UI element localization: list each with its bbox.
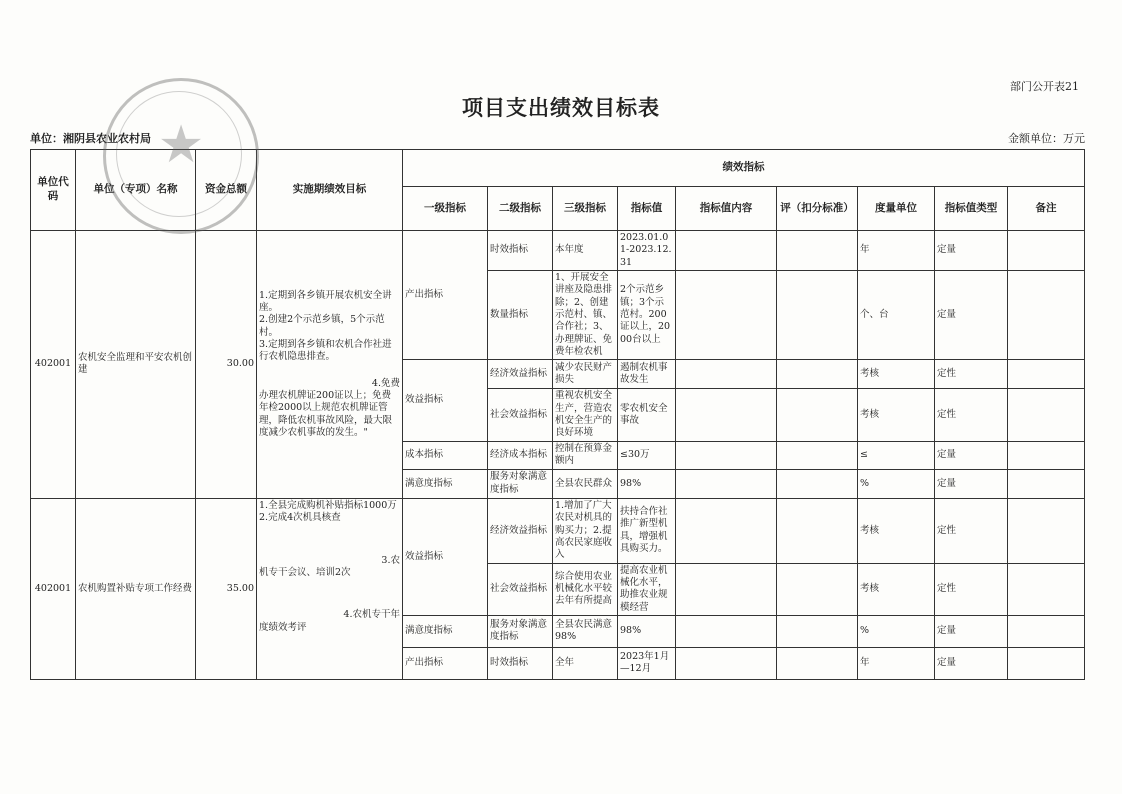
col-target-content: 指标值内容 [676,187,777,231]
page-title: 项目支出绩效目标表 [462,95,660,120]
scoring-cell [777,615,858,647]
value-type-cell: 定量 [935,647,1008,679]
measure-unit-cell: 年 [858,231,935,271]
col-remark: 备注 [1008,187,1085,231]
col-target-value: 指标值 [618,187,676,231]
target-content-cell [676,360,777,389]
target-content-cell [676,231,777,271]
remark-cell [1008,615,1085,647]
measure-unit-cell: 年 [858,647,935,679]
level2-cell: 时效指标 [488,647,553,679]
level3-cell: 全年 [553,647,618,679]
form-number: 部门公开表21 [1010,80,1079,93]
level2-cell: 服务对象满意度指标 [488,469,553,498]
official-seal [103,78,259,234]
target-content-cell [676,389,777,441]
measure-unit-cell: ≤ [858,441,935,469]
measure-unit-cell: 考核 [858,498,935,563]
target-value-cell: 2023.01.01-2023.12.31 [618,231,676,271]
remark-cell [1008,271,1085,360]
level2-cell: 服务对象满意度指标 [488,615,553,647]
target-value-cell: 扶持合作社推广新型机具，增强机具购买力。 [618,498,676,563]
target-value-cell: 98% [618,615,676,647]
measure-unit-cell: 考核 [858,360,935,389]
measure-unit-cell: 考核 [858,389,935,441]
unit-label: 单位：湘阴县农业农村局 [30,132,151,145]
project-name: 农机安全监理和平安农机创建 [76,231,196,499]
level3-cell: 综合使用农业机械化水平较去年有所提高 [553,563,618,615]
table-row [31,498,1085,563]
measure-unit-cell: 个、台 [858,271,935,360]
level3-cell: 1、开展安全讲座及隐患排除；2、创建示范村、镇、合作社；3、办理牌证、免费年检农机 [553,271,618,360]
col-goal: 实施期绩效目标 [257,150,403,231]
value-type-cell: 定量 [935,441,1008,469]
target-value-cell: 遏制农机事故发生 [618,360,676,389]
target-value-cell: 98% [618,469,676,498]
scoring-cell [777,563,858,615]
target-content-cell [676,469,777,498]
level3-cell: 1.增加了广大农民对机具的购买力；2.提高农民家庭收入 [553,498,618,563]
col-measure-unit: 度量单位 [858,187,935,231]
value-type-cell: 定性 [935,360,1008,389]
target-value-cell: 2023年1月—12月 [618,647,676,679]
scoring-cell [777,498,858,563]
level2-cell: 经济效益指标 [488,360,553,389]
level3-cell: 本年度 [553,231,618,271]
remark-cell [1008,441,1085,469]
table-row [31,231,1085,271]
col-code: 单位代码 [31,150,76,231]
scoring-cell [777,271,858,360]
level3-cell: 控制在预算金额内 [553,441,618,469]
value-type-cell: 定量 [935,231,1008,271]
col-funds-total: 资金总额 [196,150,257,231]
value-type-cell: 定性 [935,563,1008,615]
project-name: 农机购置补贴专项工作经费 [76,498,196,679]
project-goal: 1.定期到各乡镇开展农机安全讲座。 2.创建2个示范乡镇，5个示范村。 3.定期到各乡镇和农机合作社进行农机隐患排查。 4.免费 办理农机牌证200证以上；免费年检2000以上规范农机牌证管理，降低农机事故风险，最大限度减少农机事故的发生。" [257,231,403,499]
scoring-cell [777,360,858,389]
level2-cell: 时效指标 [488,231,553,271]
target-value-cell: ≤30万 [618,441,676,469]
red-star-seal-icon: ★ [157,115,205,175]
level3-cell: 减少农民财产损失 [553,360,618,389]
measure-unit-cell: 考核 [858,563,935,615]
target-value-cell: 2个示范乡镇；3个示范村。200证以上，2000台以上 [618,271,676,360]
target-content-cell [676,647,777,679]
project-funds: 35.00 [196,498,257,679]
remark-cell [1008,360,1085,389]
value-type-cell: 定性 [935,389,1008,441]
remark-cell [1008,563,1085,615]
level1-cell: 满意度指标 [403,615,488,647]
remark-cell [1008,498,1085,563]
project-code: 402001 [31,498,76,679]
level1-cell: 效益指标 [403,498,488,615]
level3-cell: 全县农民群众 [553,469,618,498]
col-level2: 二级指标 [488,187,553,231]
target-value-cell: 零农机安全事故 [618,389,676,441]
col-unit-project: 单位（专项）名称 [76,150,196,231]
target-content-cell [676,271,777,360]
col-scoring: 评（扣分标准） [777,187,858,231]
col-level3: 三级指标 [553,187,618,231]
col-perf-group: 绩效指标 [403,150,1085,187]
level2-cell: 经济效益指标 [488,498,553,563]
amount-unit: 金额单位：万元 [1008,132,1085,145]
remark-cell [1008,389,1085,441]
col-value-type: 指标值类型 [935,187,1008,231]
project-goal: 1.全县完成购机补贴指标1000万 2.完成4次机具核查 3.农 机专干会议、培训2次 4.农机专干年 度绩效考评 [257,498,403,679]
level2-cell: 社会效益指标 [488,563,553,615]
measure-unit-cell: % [858,615,935,647]
level2-cell: 数量指标 [488,271,553,360]
level2-cell: 社会效益指标 [488,389,553,441]
level1-cell: 效益指标 [403,360,488,441]
value-type-cell: 定性 [935,498,1008,563]
level1-cell: 满意度指标 [403,469,488,498]
scoring-cell [777,231,858,271]
project-code: 402001 [31,231,76,499]
level3-cell: 重视农机安全生产，营造农机安全生产的良好环境 [553,389,618,441]
level3-cell: 全县农民满意98% [553,615,618,647]
measure-unit-cell: % [858,469,935,498]
project-funds: 30.00 [196,231,257,499]
level1-cell: 产出指标 [403,647,488,679]
target-content-cell [676,498,777,563]
remark-cell [1008,469,1085,498]
level2-cell: 经济成本指标 [488,441,553,469]
target-content-cell [676,615,777,647]
level1-cell: 成本指标 [403,441,488,469]
target-content-cell [676,563,777,615]
remark-cell [1008,231,1085,271]
value-type-cell: 定量 [935,271,1008,360]
remark-cell [1008,647,1085,679]
value-type-cell: 定量 [935,469,1008,498]
scoring-cell [777,647,858,679]
value-type-cell: 定量 [935,615,1008,647]
level1-cell: 产出指标 [403,231,488,360]
target-content-cell [676,441,777,469]
col-level1: 一级指标 [403,187,488,231]
scoring-cell [777,441,858,469]
scoring-cell [777,389,858,441]
scoring-cell [777,469,858,498]
target-value-cell: 提高农业机械化水平，助推农业规模经营 [618,563,676,615]
